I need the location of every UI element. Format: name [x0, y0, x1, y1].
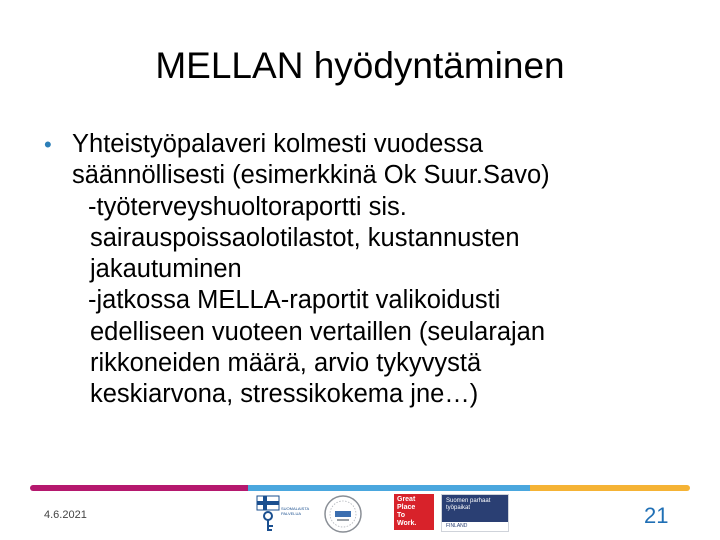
bullet-dot-icon: •	[44, 132, 52, 157]
bullet-line: jakautuminen	[90, 255, 242, 284]
gptw-text-line: Work.	[397, 520, 417, 527]
slide-body	[40, 129, 680, 411]
finnish-service-text: SUOMALAISTA PALVELUA	[281, 506, 309, 516]
gptw-text-line: Place	[397, 504, 416, 511]
gptw-text-block	[394, 494, 434, 530]
bullet-line: Yhteistyöpalaveri kolmesti vuodessa	[72, 130, 484, 158]
slide-title: MELLAN hyödyntäminen	[155, 45, 565, 86]
bullet-line: sairauspoissaolotilastot, kustannusten	[90, 223, 520, 252]
finnish-service-logo	[255, 494, 313, 534]
footer-bar-segment-orange	[530, 485, 690, 491]
footer-bar-segment-magenta	[30, 485, 248, 491]
gptw-text-line: To	[397, 512, 406, 519]
bullet-line: edelliseen vuoteen vertaillen (seularajan	[90, 317, 546, 346]
bullet-line: -työterveyshuoltoraportti sis.	[88, 192, 407, 221]
page-number: 21	[644, 503, 669, 528]
certification-seal-logo	[323, 494, 363, 534]
bullet-line: -jatkossa MELLA-raportit valikoidusti	[88, 286, 501, 315]
gptw-text-line: Great	[397, 496, 416, 503]
bullet-line: keskiarvona, stressikokema jne…)	[90, 380, 479, 409]
gptw-award-text: Suomen parhaat työpaikat	[446, 498, 491, 511]
bullet-line: rikkoneiden määrä, arvio tykyvystä	[90, 349, 482, 378]
footer-color-bar	[30, 485, 690, 491]
gptw-award-subtext: FINLAND	[442, 522, 508, 531]
gptw-logo	[394, 494, 434, 530]
bullet-item	[40, 129, 680, 411]
footer-bar-segment-blue	[248, 485, 530, 491]
seal-icon	[323, 494, 363, 534]
bullet-line: säännöllisesti (esimerkkinä Ok Suur.Savo)	[72, 161, 550, 190]
gptw-award-badge	[441, 494, 509, 532]
slide-date: 4.6.2021	[44, 509, 87, 521]
